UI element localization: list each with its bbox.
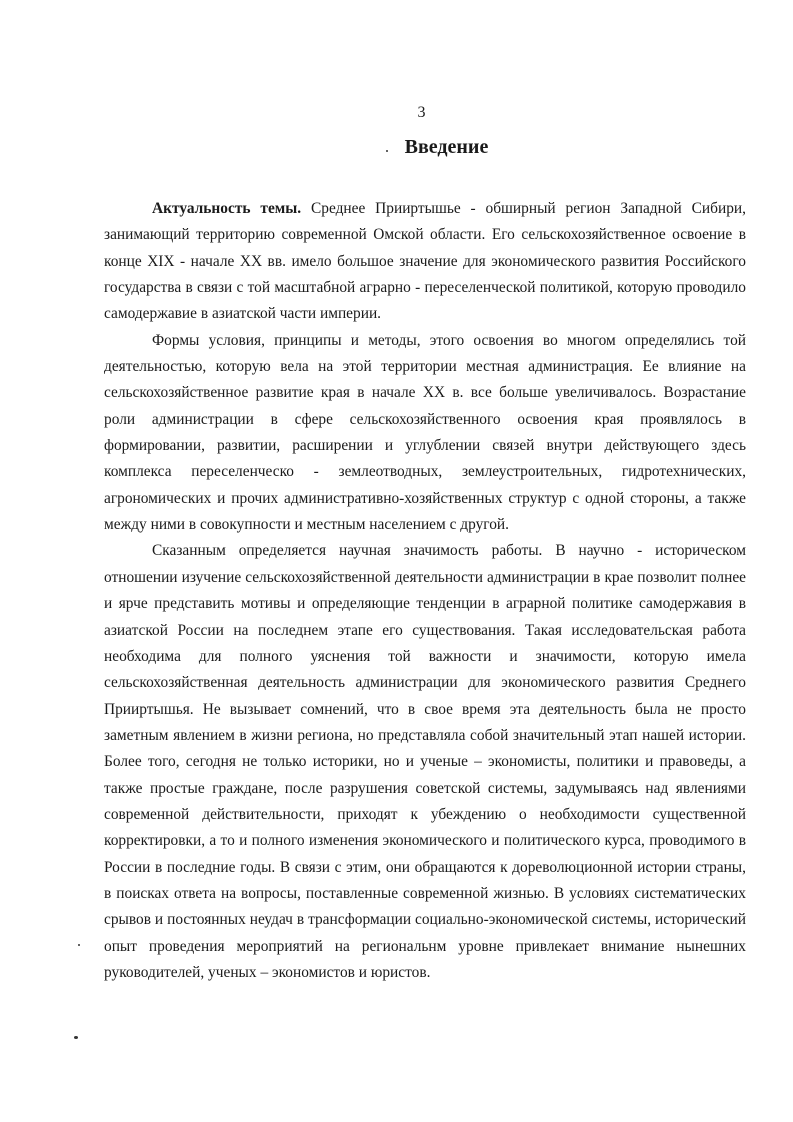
scan-speck [74, 1036, 78, 1039]
paragraph-3 [104, 538, 746, 986]
body-text [104, 196, 746, 986]
paragraph-text: Сказанным определяется научная значимость работы. В научно - историческом отношении изучение сельскохозяйственной деятельности администрации в крае позволит полнее и ярче представить мотивы и определяющие тенденции в аграрной политике самодержавия в азиатской России на последнем этапе его существования. Такая исследовательская работа необходима для полного уяснения той важности и значимости, которую имела сельскохозяйственная деятельность администрации для экономического развития Среднего Прииртышья. Не вызывает сомнений, что в свое время эта деятельность была не просто заметным явлением в жизни региона, но представляла собой значительный этап нашей истории. Более того, сегодня не только историки, но и ученые – экономисты, политики и правоведы, а также простые граждане, после разрушения советской системы, задумываясь над явлениями современной действительности, приходят к убеждению о необходимости существенной корректировки, а то и полного изменения экономического и политического курса, проводимого в России в последние годы. В связи с этим, они обращаются к дореволюционной истории страны, в поисках ответа на вопросы, поставленные современной жизнью. В условиях систематических срывов и постоянных неудач в трансформации социально-экономической системы, исторический опыт проведения мероприятий на региональнм уровне привлекает внимание нынешних руководителей, ученых – экономистов и юристов. [104, 542, 746, 981]
paragraph-2 [104, 328, 746, 539]
scan-speck [78, 944, 80, 946]
paragraph-1 [104, 196, 746, 328]
scan-speck [386, 150, 388, 152]
paragraph-text: Среднее Прииртышье - обширный регион Западной Сибири, занимающий территорию современной Омской области. Его сельскохозяйственное освоение в конце XIX - начале XX вв. имело большое значение для экономического развития Российского государства в связи с той масштабной аграрно - переселенческой политикой, которую проводило самодержавие в азиатской части империи. [104, 200, 746, 323]
paragraph-text: Формы условия, принципы и методы, этого освоения во многом определялись той деятельностью, которую вела на этой территории местная администрация. Ее влияние на сельскохозяйственное развитие края в начале XX в. все больше увеличивалось. Возрастание роли администрации в сфере сельскохозяйственного освоения края проявлялось в формировании, развитии, расширении и углублении связей внутри действующего здесь комплекса переселенческо - землеотводных, землеустроительных, гидротехнических, агрономических и прочих административно-хозяйственных структур с одной стороны, а также между ними в совокупности и местным населением с другой. [104, 331, 746, 534]
section-heading: Введение [404, 136, 489, 158]
page-number: 3 [417, 104, 426, 121]
paragraph-lead: Актуальность темы. [152, 200, 302, 217]
